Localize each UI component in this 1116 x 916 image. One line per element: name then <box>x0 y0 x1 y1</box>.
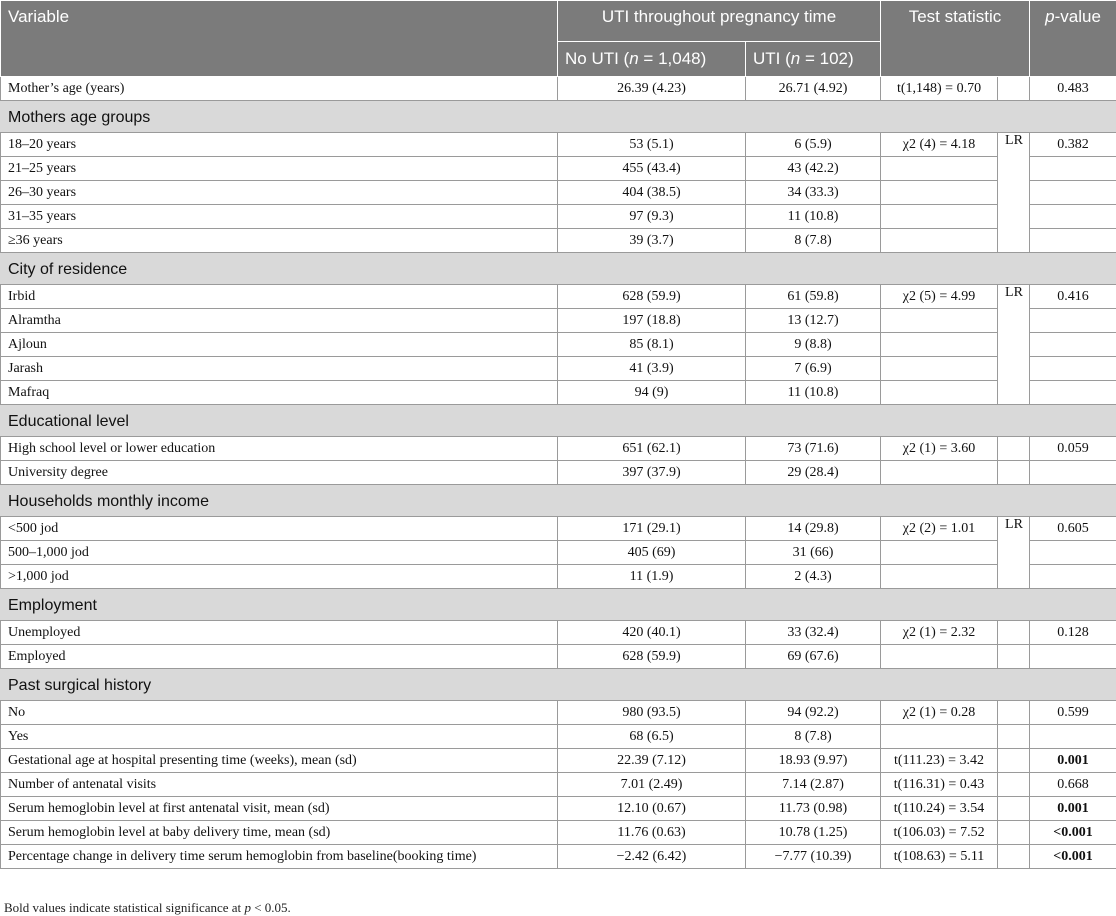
table-row <box>1 77 1116 101</box>
cell-lr <box>998 797 1030 821</box>
cell-no-uti: 26.39 (4.23) <box>558 77 746 101</box>
row-label: 31–35 years <box>1 205 558 229</box>
cell-no-uti: 39 (3.7) <box>558 229 746 253</box>
section-row <box>1 485 1116 517</box>
cell-no-uti: 455 (43.4) <box>558 157 746 181</box>
cell-lr <box>998 725 1030 749</box>
row-label: University degree <box>1 461 558 485</box>
section-label: Past surgical history <box>1 669 1116 701</box>
cell-uti: 2 (4.3) <box>746 565 881 589</box>
cell-p-value: 0.382 <box>1030 133 1116 157</box>
cell-test-statistic: χ2 (4) = 4.18 <box>881 133 998 157</box>
section-row <box>1 101 1116 133</box>
row-label: Alramtha <box>1 309 558 333</box>
cell-uti: 7 (6.9) <box>746 357 881 381</box>
table-row <box>1 133 1116 157</box>
cell-no-uti: −2.42 (6.42) <box>558 845 746 869</box>
cell-test-statistic <box>881 381 998 405</box>
cell-no-uti: 94 (9) <box>558 381 746 405</box>
cell-test-statistic: t(106.03) = 7.52 <box>881 821 998 845</box>
cell-test-statistic: χ2 (1) = 2.32 <box>881 621 998 645</box>
cell-no-uti: 7.01 (2.49) <box>558 773 746 797</box>
cell-test-statistic <box>881 181 998 205</box>
cell-p-value <box>1030 645 1116 669</box>
cell-test-statistic: t(110.24) = 3.54 <box>881 797 998 821</box>
cell-test-statistic: t(1,148) = 0.70 <box>881 77 998 101</box>
cell-no-uti: 97 (9.3) <box>558 205 746 229</box>
table-row <box>1 181 1116 205</box>
section-label: City of residence <box>1 253 1116 285</box>
row-label: Unemployed <box>1 621 558 645</box>
row-label: 21–25 years <box>1 157 558 181</box>
cell-p-value <box>1030 229 1116 253</box>
cell-uti: 31 (66) <box>746 541 881 565</box>
cell-lr <box>998 701 1030 725</box>
cell-p-value <box>1030 333 1116 357</box>
cell-p-value: 0.416 <box>1030 285 1116 309</box>
table-row <box>1 725 1116 749</box>
cell-p-value: 0.483 <box>1030 77 1116 101</box>
cell-p-value <box>1030 181 1116 205</box>
cell-uti: 10.78 (1.25) <box>746 821 881 845</box>
cell-no-uti: 11 (1.9) <box>558 565 746 589</box>
cell-test-statistic: t(111.23) = 3.42 <box>881 749 998 773</box>
cell-uti: 8 (7.8) <box>746 725 881 749</box>
cell-no-uti: 171 (29.1) <box>558 517 746 541</box>
cell-p-value: 0.001 <box>1030 797 1116 821</box>
table-body <box>1 77 1116 869</box>
cell-lr: LR <box>998 517 1030 589</box>
cell-test-statistic: t(116.31) = 0.43 <box>881 773 998 797</box>
cell-uti: 43 (42.2) <box>746 157 881 181</box>
cell-uti: 69 (67.6) <box>746 645 881 669</box>
cell-test-statistic: t(108.63) = 5.11 <box>881 845 998 869</box>
table-row <box>1 285 1116 309</box>
cell-uti: 26.71 (4.92) <box>746 77 881 101</box>
table-row <box>1 357 1116 381</box>
row-label: >1,000 jod <box>1 565 558 589</box>
cell-uti: 8 (7.8) <box>746 229 881 253</box>
row-label: Jarash <box>1 357 558 381</box>
cell-p-value <box>1030 381 1116 405</box>
row-label: 500–1,000 jod <box>1 541 558 565</box>
cell-lr <box>998 821 1030 845</box>
table-row <box>1 461 1116 485</box>
cell-uti: 7.14 (2.87) <box>746 773 881 797</box>
section-row <box>1 589 1116 621</box>
cell-test-statistic <box>881 541 998 565</box>
cell-lr: LR <box>998 285 1030 405</box>
cell-no-uti: 68 (6.5) <box>558 725 746 749</box>
cell-no-uti: 405 (69) <box>558 541 746 565</box>
section-label: Mothers age groups <box>1 101 1116 133</box>
header-test-statistic: Test statistic <box>881 1 1030 77</box>
section-row <box>1 405 1116 437</box>
cell-test-statistic: χ2 (1) = 3.60 <box>881 437 998 461</box>
cell-p-value: <0.001 <box>1030 845 1116 869</box>
row-label: Mafraq <box>1 381 558 405</box>
cell-no-uti: 22.39 (7.12) <box>558 749 746 773</box>
cell-no-uti: 197 (18.8) <box>558 309 746 333</box>
cell-lr <box>998 773 1030 797</box>
header-variable: Variable <box>1 1 558 77</box>
row-label: No <box>1 701 558 725</box>
cell-no-uti: 11.76 (0.63) <box>558 821 746 845</box>
table-row <box>1 645 1116 669</box>
cell-uti: 73 (71.6) <box>746 437 881 461</box>
cell-test-statistic <box>881 565 998 589</box>
cell-test-statistic <box>881 309 998 333</box>
row-label: Mother’s age (years) <box>1 77 558 101</box>
section-label: Households monthly income <box>1 485 1116 517</box>
table-row <box>1 333 1116 357</box>
cell-p-value <box>1030 541 1116 565</box>
cell-test-statistic <box>881 645 998 669</box>
cell-no-uti: 41 (3.9) <box>558 357 746 381</box>
cell-no-uti: 404 (38.5) <box>558 181 746 205</box>
cell-p-value: 0.605 <box>1030 517 1116 541</box>
cell-uti: −7.77 (10.39) <box>746 845 881 869</box>
cell-p-value: 0.059 <box>1030 437 1116 461</box>
row-label: Irbid <box>1 285 558 309</box>
header-no-uti: No UTI (n = 1,048) <box>558 42 746 77</box>
table-row <box>1 797 1116 821</box>
cell-p-value <box>1030 157 1116 181</box>
cell-p-value <box>1030 309 1116 333</box>
cell-test-statistic <box>881 357 998 381</box>
cell-test-statistic: χ2 (5) = 4.99 <box>881 285 998 309</box>
cell-no-uti: 85 (8.1) <box>558 333 746 357</box>
row-label: Gestational age at hospital presenting time (weeks), mean (sd) <box>1 749 558 773</box>
cell-no-uti: 980 (93.5) <box>558 701 746 725</box>
cell-test-statistic <box>881 205 998 229</box>
cell-uti: 29 (28.4) <box>746 461 881 485</box>
cell-uti: 33 (32.4) <box>746 621 881 645</box>
table-row <box>1 565 1116 589</box>
cell-p-value <box>1030 205 1116 229</box>
cell-lr <box>998 621 1030 645</box>
cell-lr <box>998 845 1030 869</box>
table-row <box>1 845 1116 869</box>
cell-test-statistic <box>881 725 998 749</box>
header-uti: UTI (n = 102) <box>746 42 881 77</box>
header-uti-group: UTI throughout pregnancy time <box>558 1 881 42</box>
cell-uti: 6 (5.9) <box>746 133 881 157</box>
cell-lr <box>998 77 1030 101</box>
table-row <box>1 381 1116 405</box>
cell-test-statistic <box>881 333 998 357</box>
table-row <box>1 749 1116 773</box>
cell-uti: 61 (59.8) <box>746 285 881 309</box>
cell-uti: 11.73 (0.98) <box>746 797 881 821</box>
cell-p-value <box>1030 565 1116 589</box>
row-label: High school level or lower education <box>1 437 558 461</box>
cell-uti: 14 (29.8) <box>746 517 881 541</box>
cell-no-uti: 397 (37.9) <box>558 461 746 485</box>
cell-lr <box>998 645 1030 669</box>
cell-p-value: 0.128 <box>1030 621 1116 645</box>
header-p-value: p-value <box>1030 1 1116 77</box>
cell-uti: 94 (92.2) <box>746 701 881 725</box>
cell-p-value: 0.668 <box>1030 773 1116 797</box>
cell-uti: 11 (10.8) <box>746 205 881 229</box>
cell-no-uti: 420 (40.1) <box>558 621 746 645</box>
cell-p-value: 0.001 <box>1030 749 1116 773</box>
cell-no-uti: 53 (5.1) <box>558 133 746 157</box>
cell-no-uti: 651 (62.1) <box>558 437 746 461</box>
cell-no-uti: 12.10 (0.67) <box>558 797 746 821</box>
section-row <box>1 253 1116 285</box>
table-row <box>1 309 1116 333</box>
cell-uti: 13 (12.7) <box>746 309 881 333</box>
row-label: 18–20 years <box>1 133 558 157</box>
cell-uti: 11 (10.8) <box>746 381 881 405</box>
row-label: Serum hemoglobin level at first antenatal visit, mean (sd) <box>1 797 558 821</box>
cell-no-uti: 628 (59.9) <box>558 285 746 309</box>
row-label: Employed <box>1 645 558 669</box>
cell-test-statistic <box>881 461 998 485</box>
row-label: Serum hemoglobin level at baby delivery time, mean (sd) <box>1 821 558 845</box>
table-row <box>1 229 1116 253</box>
cell-lr <box>998 461 1030 485</box>
cell-uti: 18.93 (9.97) <box>746 749 881 773</box>
row-label: Percentage change in delivery time serum hemoglobin from baseline(booking time) <box>1 845 558 869</box>
cell-no-uti: 628 (59.9) <box>558 645 746 669</box>
cell-lr: LR <box>998 133 1030 253</box>
cell-test-statistic: χ2 (2) = 1.01 <box>881 517 998 541</box>
cell-p-value: 0.599 <box>1030 701 1116 725</box>
cell-uti: 34 (33.3) <box>746 181 881 205</box>
row-label: Ajloun <box>1 333 558 357</box>
table-row <box>1 821 1116 845</box>
cell-test-statistic <box>881 229 998 253</box>
table-row <box>1 541 1116 565</box>
table-row <box>1 517 1116 541</box>
row-label: 26–30 years <box>1 181 558 205</box>
cell-lr <box>998 437 1030 461</box>
footnote: Bold values indicate statistical significance at p < 0.05. <box>4 900 291 915</box>
section-row <box>1 669 1116 701</box>
row-label: ≥36 years <box>1 229 558 253</box>
table-row <box>1 701 1116 725</box>
table-header <box>1 1 1116 77</box>
cell-test-statistic: χ2 (1) = 0.28 <box>881 701 998 725</box>
cell-uti: 9 (8.8) <box>746 333 881 357</box>
cell-p-value <box>1030 725 1116 749</box>
section-label: Educational level <box>1 405 1116 437</box>
cell-p-value: <0.001 <box>1030 821 1116 845</box>
table-row <box>1 773 1116 797</box>
table-row <box>1 205 1116 229</box>
row-label: Number of antenatal visits <box>1 773 558 797</box>
row-label: <500 jod <box>1 517 558 541</box>
table-row <box>1 621 1116 645</box>
cell-p-value <box>1030 461 1116 485</box>
row-label: Yes <box>1 725 558 749</box>
cell-lr <box>998 749 1030 773</box>
cell-test-statistic <box>881 157 998 181</box>
cell-p-value <box>1030 357 1116 381</box>
table-row <box>1 437 1116 461</box>
table-row <box>1 157 1116 181</box>
section-label: Employment <box>1 589 1116 621</box>
